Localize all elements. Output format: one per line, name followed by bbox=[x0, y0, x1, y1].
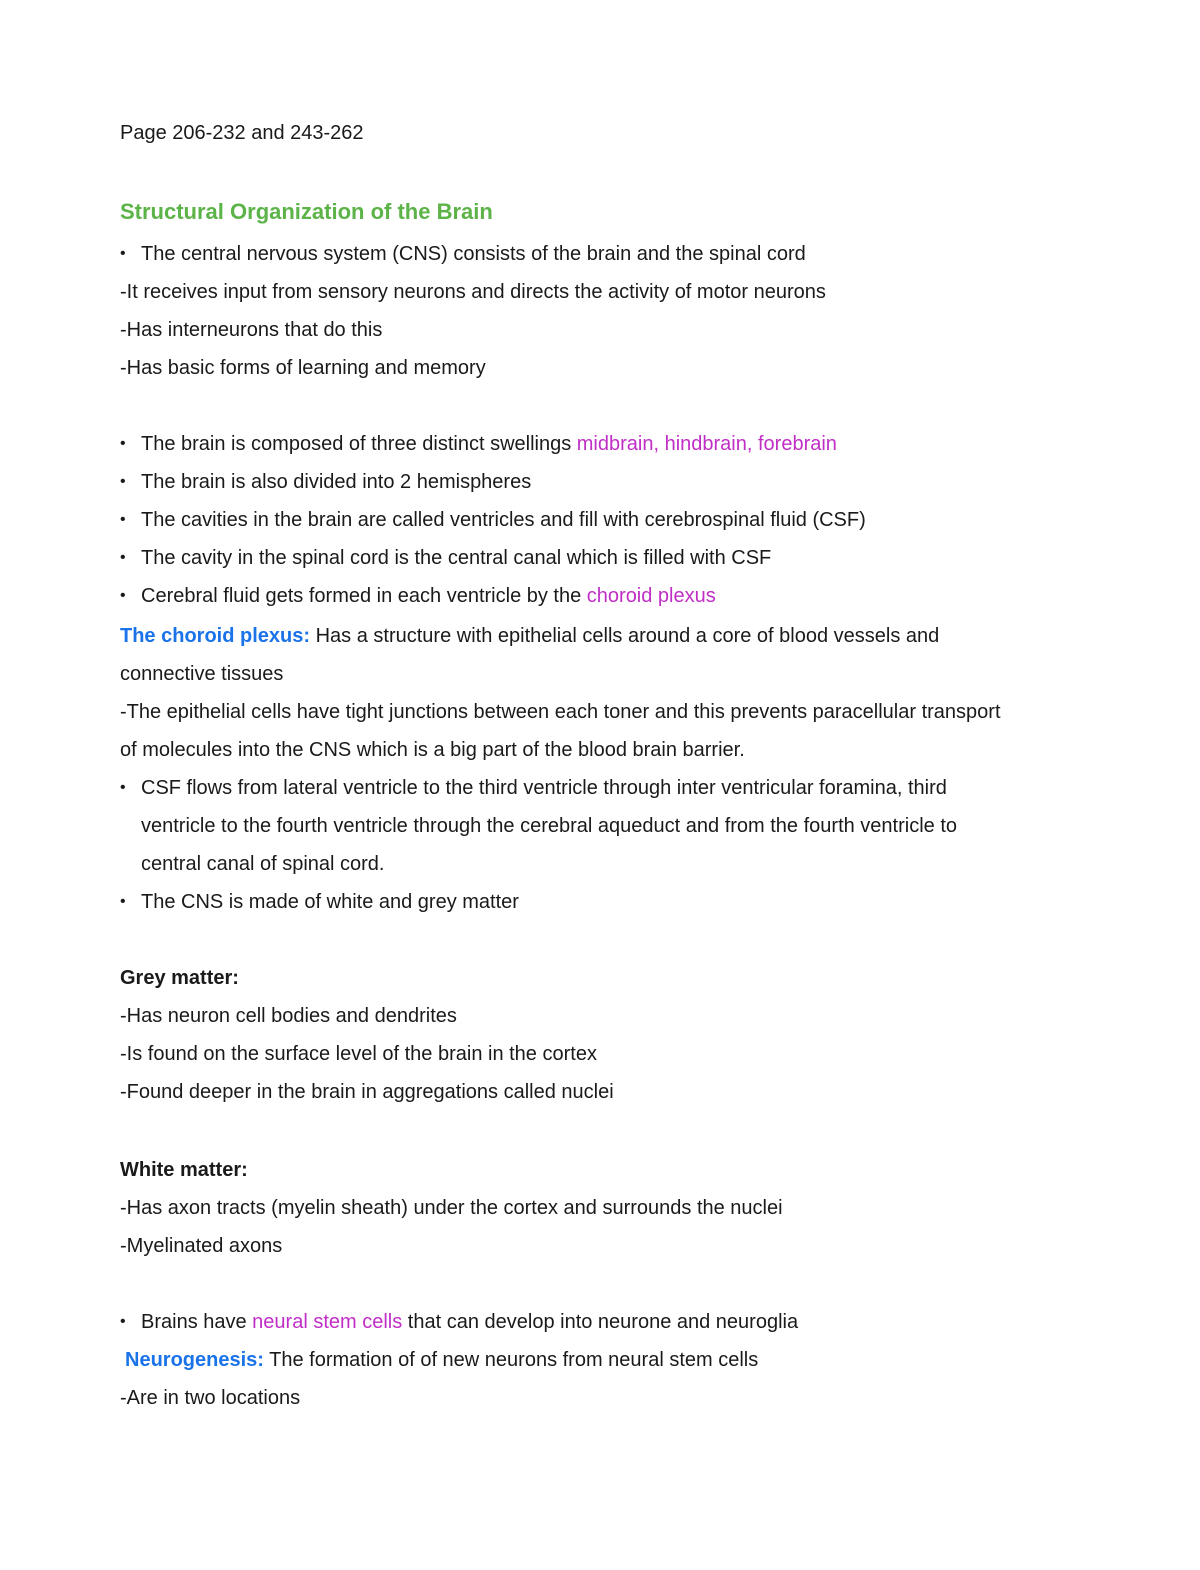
bullet-marker: • bbox=[120, 435, 126, 452]
grey-matter-line: -Found deeper in the brain in aggregations called nuclei bbox=[120, 1081, 614, 1103]
matter-bullet: The CNS is made of white and grey matter bbox=[141, 891, 519, 913]
bullet-marker: • bbox=[120, 245, 126, 262]
white-matter-line: -Has axon tracts (myelin sheath) under the cortex and surrounds the nuclei bbox=[120, 1197, 783, 1219]
bullet-marker: • bbox=[120, 893, 126, 910]
neurogenesis-term: Neurogenesis: bbox=[125, 1349, 264, 1371]
stem-term: neural stem cells bbox=[252, 1311, 403, 1333]
swellings-text: The brain is composed of three distinct swellings bbox=[141, 433, 577, 455]
stem-prefix: Brains have bbox=[141, 1311, 253, 1333]
grey-matter-line: -Is found on the surface level of the brain in the cortex bbox=[120, 1043, 597, 1065]
section-heading: Structural Organization of the Brain bbox=[120, 199, 493, 224]
choroid-note-line1: -The epithelial cells have tight junctions between each toner and this prevents paracellular transport bbox=[120, 701, 1001, 723]
csf-flow-line2: ventricle to the fourth ventricle through the cerebral aqueduct and from the fourth ventricle to bbox=[141, 815, 958, 837]
neurogenesis-def: The formation of of new neurons from neural stem cells bbox=[263, 1349, 759, 1371]
csf-flow-line3: central canal of spinal cord. bbox=[141, 853, 385, 875]
canal-bullet: The cavity in the spinal cord is the central canal which is filled with CSF bbox=[141, 547, 772, 569]
choroid-note-line2: of molecules into the CNS which is a big part of the blood brain barrier. bbox=[120, 739, 745, 761]
neurogenesis-definition bbox=[125, 1348, 758, 1372]
cns-line: -Has basic forms of learning and memory bbox=[120, 357, 486, 379]
choroid-def-line2: connective tissues bbox=[120, 663, 284, 685]
choroid-definition bbox=[120, 624, 939, 648]
ventricles-bullet: The cavities in the brain are called ventricles and fill with cerebrospinal fluid (CSF) bbox=[141, 509, 866, 531]
neurogenesis-note: -Are in two locations bbox=[120, 1387, 301, 1409]
fluid-text: Cerebral fluid gets formed in each ventricle by the bbox=[141, 585, 587, 607]
bullet-marker: • bbox=[120, 511, 126, 528]
cns-line: -Has interneurons that do this bbox=[120, 319, 383, 341]
grey-matter-title: Grey matter: bbox=[120, 967, 239, 989]
choroid-term: The choroid plexus: bbox=[120, 625, 311, 647]
fluid-bullet bbox=[141, 584, 716, 608]
page-reference: Page 206-232 and 243-262 bbox=[120, 122, 364, 144]
white-matter-line: -Myelinated axons bbox=[120, 1235, 283, 1257]
choroid-def-line1: Has a structure with epithelial cells around a core of blood vessels and bbox=[310, 625, 940, 647]
fluid-term: choroid plexus bbox=[586, 585, 716, 607]
bullet-marker: • bbox=[120, 473, 126, 490]
cns-line: -It receives input from sensory neurons and directs the activity of motor neurons bbox=[120, 281, 826, 303]
swellings-bullet bbox=[141, 432, 837, 456]
grey-matter-line: -Has neuron cell bodies and dendrites bbox=[120, 1005, 457, 1027]
csf-flow-line1: CSF flows from lateral ventricle to the third ventricle through inter ventricular foramina, third bbox=[141, 777, 947, 799]
bullet-marker: • bbox=[120, 779, 126, 796]
white-matter-title: White matter: bbox=[120, 1159, 248, 1181]
bullet-marker: • bbox=[120, 549, 126, 566]
cns-bullet: The central nervous system (CNS) consists of the brain and the spinal cord bbox=[141, 243, 806, 265]
stem-suffix: that can develop into neurone and neuroglia bbox=[402, 1311, 799, 1333]
hemispheres-bullet: The brain is also divided into 2 hemispheres bbox=[141, 471, 532, 493]
bullet-marker: • bbox=[120, 587, 126, 604]
stem-cells-bullet bbox=[141, 1310, 798, 1334]
swellings-terms: midbrain, hindbrain, forebrain bbox=[576, 433, 837, 455]
bullet-marker: • bbox=[120, 1313, 126, 1330]
